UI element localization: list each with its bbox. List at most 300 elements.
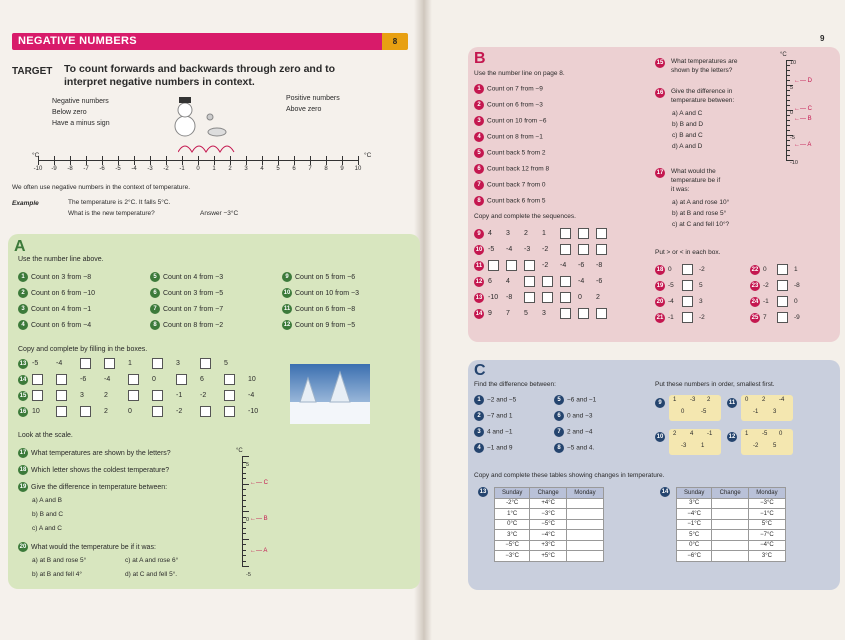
question-17 bbox=[18, 448, 171, 458]
chapter-banner bbox=[12, 33, 396, 50]
answer-box[interactable] bbox=[488, 260, 499, 271]
table-cell[interactable] bbox=[712, 551, 749, 562]
question-text: Count on 8 from −1 bbox=[487, 133, 543, 141]
answer-box[interactable] bbox=[542, 276, 553, 287]
sequence-value: 2 bbox=[104, 392, 108, 399]
sequence-value: -1 bbox=[176, 392, 183, 399]
question-number-badge: 6 bbox=[150, 288, 160, 298]
answer-box[interactable] bbox=[80, 406, 91, 417]
compare-answer-box[interactable] bbox=[682, 312, 693, 323]
answer-box[interactable] bbox=[200, 358, 211, 369]
table-cell: +4°C bbox=[530, 498, 567, 509]
question-number-badge: 2 bbox=[474, 100, 484, 110]
numberline-tick bbox=[150, 156, 151, 165]
sequence-value: -10 bbox=[248, 408, 259, 415]
sequence-value: 9 bbox=[488, 310, 492, 317]
scale-label: -5 bbox=[790, 135, 795, 141]
answer-box[interactable] bbox=[32, 390, 43, 401]
numberline-label: 3 bbox=[244, 166, 248, 172]
answer-box[interactable] bbox=[56, 374, 67, 385]
order-value: -3 bbox=[681, 443, 687, 449]
question-number-badge: 22 bbox=[751, 266, 759, 273]
order-number-badge: 11 bbox=[728, 400, 736, 406]
section-c-question bbox=[474, 395, 516, 405]
neg-word-2: Below zero bbox=[52, 109, 87, 116]
compare-answer-box[interactable] bbox=[682, 280, 693, 291]
sequence-value: 1 bbox=[542, 230, 546, 237]
compare-answer-box[interactable] bbox=[682, 296, 693, 307]
section-b-question bbox=[474, 148, 546, 158]
answer-box[interactable] bbox=[506, 260, 517, 271]
sequence-value: 3 bbox=[506, 230, 510, 237]
compare-row bbox=[750, 264, 798, 275]
answer-box[interactable] bbox=[104, 358, 115, 369]
sequence-value: -8 bbox=[506, 294, 513, 301]
compare-answer-box[interactable] bbox=[682, 264, 693, 275]
q17-part: b) at B and rose 5° bbox=[672, 210, 727, 217]
q20-part-b: b) at B and fell 4° bbox=[32, 571, 82, 578]
target-line-2: interpret negative numbers in context. bbox=[64, 76, 255, 88]
answer-box[interactable] bbox=[128, 390, 139, 401]
order-value: -2 bbox=[753, 443, 759, 449]
section-a-sequence-row bbox=[32, 358, 248, 369]
answer-box[interactable] bbox=[578, 308, 589, 319]
question-text: Count on 6 from −4 bbox=[31, 321, 92, 329]
question-number-badge: 11 bbox=[283, 306, 291, 312]
scale-tick bbox=[242, 500, 246, 501]
order-instruction: Put these numbers in order, smallest first. bbox=[655, 381, 775, 388]
q20-part-c: c) at A and rose 6° bbox=[125, 557, 179, 564]
scale-tick bbox=[242, 555, 246, 556]
question-number-badge: 6 bbox=[554, 411, 564, 421]
numberline-label: -10 bbox=[33, 166, 43, 172]
numberline-label: -6 bbox=[99, 166, 105, 172]
scale-tick bbox=[242, 506, 246, 507]
scale-tick bbox=[786, 95, 790, 96]
numberline-tick bbox=[326, 156, 327, 165]
question-text: Count on 6 from −8 bbox=[295, 305, 356, 313]
answer-box[interactable] bbox=[596, 228, 607, 239]
table-cell[interactable] bbox=[712, 498, 749, 509]
neg-word-1: Negative numbers bbox=[52, 98, 109, 105]
answer-box[interactable] bbox=[524, 260, 535, 271]
section-a-question bbox=[18, 272, 91, 282]
sequence-value: 3 bbox=[176, 360, 180, 367]
question-number-badge: 3 bbox=[474, 427, 484, 437]
numberline-label: -9 bbox=[51, 166, 57, 172]
q20-part-d: d) at C and fell 5°. bbox=[125, 571, 178, 578]
table-cell: −4°C bbox=[748, 540, 785, 551]
numberline-label: -7 bbox=[83, 166, 89, 172]
order-value: 3 bbox=[773, 409, 777, 415]
temperature-table-14 bbox=[676, 487, 786, 562]
question-19 bbox=[18, 482, 167, 492]
section-c-question bbox=[554, 443, 594, 453]
section-a-question bbox=[150, 320, 223, 330]
scale-label: 0 bbox=[790, 110, 794, 116]
answer-box[interactable] bbox=[578, 244, 589, 255]
table-cell[interactable] bbox=[566, 509, 603, 520]
q17-part: c) at C and fell 10°? bbox=[672, 221, 730, 228]
table-cell: +3°C bbox=[530, 540, 567, 551]
table-cell[interactable] bbox=[566, 551, 603, 562]
table-cell[interactable] bbox=[712, 509, 749, 520]
table-cell: 3°C bbox=[677, 498, 712, 509]
numberline-tick bbox=[310, 156, 311, 165]
answer-box[interactable] bbox=[542, 292, 553, 303]
answer-box[interactable] bbox=[128, 374, 139, 385]
question-text: −1 and 9 bbox=[487, 444, 513, 452]
sequence-value: 0 bbox=[578, 294, 582, 301]
scale-tick bbox=[786, 105, 790, 106]
chapter-title: NEGATIVE NUMBERS bbox=[18, 35, 137, 47]
section-b-sequence-row bbox=[488, 276, 614, 287]
section-b-question bbox=[474, 196, 546, 206]
q16-part: a) A and C bbox=[672, 110, 703, 117]
sequence-value: 2 bbox=[524, 230, 528, 237]
question-text: Count on 10 from −3 bbox=[295, 289, 360, 297]
sequence-value: 3 bbox=[542, 310, 546, 317]
numberline-unit-right: °C bbox=[364, 152, 372, 159]
table-cell: −5°C bbox=[530, 519, 567, 530]
order-number-card bbox=[669, 395, 721, 421]
sequence-number-badge: 13 bbox=[19, 361, 27, 367]
compare-value-b: -2 bbox=[699, 266, 705, 274]
section-b-sequence-row bbox=[488, 228, 614, 239]
question-number-badge: 1 bbox=[474, 395, 484, 405]
compare-value-a: 0 bbox=[668, 266, 672, 274]
question-number-badge: 16 bbox=[656, 90, 664, 96]
question-text: it was: bbox=[671, 186, 690, 193]
section-c-label: C bbox=[474, 362, 486, 379]
table-cell[interactable] bbox=[712, 540, 749, 551]
numberline-label: 1 bbox=[212, 166, 216, 172]
question-text: Count on 7 from −7 bbox=[163, 305, 224, 313]
table-cell: −5°C bbox=[495, 540, 530, 551]
compare-row bbox=[750, 312, 800, 323]
section-c-question bbox=[474, 427, 512, 437]
order-value: 4 bbox=[690, 431, 694, 437]
numberline-label: 5 bbox=[276, 166, 280, 172]
section-b-sequence-row bbox=[488, 244, 614, 255]
table-cell[interactable] bbox=[566, 519, 603, 530]
answer-box[interactable] bbox=[80, 358, 91, 369]
pos-word-1: Positive numbers bbox=[286, 95, 340, 102]
table-row bbox=[677, 530, 786, 541]
sequence-value: -4 bbox=[578, 278, 585, 285]
question-text: What would the temperature be if it was: bbox=[31, 543, 156, 551]
sequence-value: -5 bbox=[32, 360, 39, 367]
scale-letter-arrow: ←— B bbox=[794, 116, 812, 122]
sequence-value: 5 bbox=[224, 360, 228, 367]
answer-box[interactable] bbox=[596, 244, 607, 255]
answer-box[interactable] bbox=[224, 390, 235, 401]
table-cell: −4°C bbox=[677, 509, 712, 520]
question-text: −6 and −1 bbox=[567, 396, 597, 404]
question-number-badge: 18 bbox=[19, 467, 27, 473]
sequence-value: -2 bbox=[200, 392, 207, 399]
answer-box[interactable] bbox=[56, 406, 67, 417]
question-number-badge: 20 bbox=[19, 544, 27, 550]
numberline-tick bbox=[198, 156, 199, 165]
question-text: Count back 6 from 5 bbox=[487, 197, 546, 205]
sequence-value: -2 bbox=[542, 262, 549, 269]
question-text: Count on 6 from −3 bbox=[487, 101, 543, 109]
numberline-tick bbox=[358, 156, 359, 165]
pos-word-2: Above zero bbox=[286, 106, 322, 113]
numberline-tick bbox=[118, 156, 119, 165]
order-value: 1 bbox=[701, 443, 705, 449]
table-instruction: Copy and complete these tables showing changes in temperature. bbox=[474, 472, 665, 479]
answer-box[interactable] bbox=[524, 276, 535, 287]
scale-letter-arrow: ←— B bbox=[250, 516, 268, 522]
compare-row bbox=[750, 296, 798, 307]
section-a-question bbox=[150, 288, 223, 298]
sequence-value: 7 bbox=[506, 310, 510, 317]
scale-unit: °C bbox=[780, 52, 787, 58]
section-a-intro: Use the number line above. bbox=[18, 256, 104, 263]
table-cell[interactable] bbox=[712, 519, 749, 530]
question-text: Give the difference in temperature between: bbox=[31, 483, 168, 491]
sequence-value: -6 bbox=[80, 376, 87, 383]
answer-box[interactable] bbox=[578, 228, 589, 239]
scale-tick bbox=[242, 533, 246, 534]
scale-tick bbox=[786, 120, 790, 121]
question-text: Count on 5 from −6 bbox=[295, 273, 356, 281]
question-number-badge: 2 bbox=[18, 288, 28, 298]
table-header: Monday bbox=[748, 488, 785, 499]
question-text: 4 and −1 bbox=[487, 428, 513, 436]
question-text: −2 and −5 bbox=[487, 396, 517, 404]
order-number-card bbox=[669, 429, 721, 455]
thermometer-scale-a bbox=[236, 448, 286, 578]
table-cell: −1°C bbox=[677, 519, 712, 530]
section-a-question bbox=[282, 304, 355, 314]
answer-box[interactable] bbox=[524, 292, 535, 303]
section-b-question bbox=[474, 132, 543, 142]
numberline-tick bbox=[182, 156, 183, 165]
section-b-question bbox=[474, 164, 549, 174]
answer-box[interactable] bbox=[56, 390, 67, 401]
numberline-label: -3 bbox=[147, 166, 153, 172]
section-a-question bbox=[18, 288, 95, 298]
answer-box[interactable] bbox=[560, 276, 571, 287]
question-number-badge: 18 bbox=[656, 266, 664, 273]
compare-value-a: -1 bbox=[763, 298, 769, 306]
table-cell: −3°C bbox=[748, 498, 785, 509]
sequence-value: -5 bbox=[488, 246, 495, 253]
question-text: Count back 12 from 8 bbox=[487, 165, 550, 173]
scale-letter-arrow: ←— A bbox=[250, 548, 268, 554]
numberline-tick bbox=[70, 156, 71, 165]
answer-box[interactable] bbox=[596, 308, 607, 319]
sequence-number-badge: 16 bbox=[19, 409, 27, 415]
sequence-value: -4 bbox=[506, 246, 513, 253]
question-number-badge: 12 bbox=[283, 322, 291, 328]
answer-box[interactable] bbox=[560, 244, 571, 255]
numberline-unit-left: °C bbox=[32, 152, 40, 159]
numberline-label: 0 bbox=[196, 166, 200, 172]
order-value: -1 bbox=[707, 431, 713, 437]
sequence-value: 4 bbox=[506, 278, 510, 285]
table-number-badge: 13 bbox=[479, 489, 487, 495]
question-number-badge: 8 bbox=[474, 196, 484, 206]
neg-word-3: Have a minus sign bbox=[52, 120, 110, 127]
compare-value-b: 3 bbox=[699, 298, 703, 306]
compare-row bbox=[750, 280, 800, 291]
numberline-label: 6 bbox=[292, 166, 296, 172]
numberline-tick bbox=[214, 156, 215, 165]
numberline-label: -2 bbox=[163, 166, 169, 172]
order-number-card bbox=[741, 395, 793, 421]
table-number-badge: 14 bbox=[661, 489, 669, 495]
scale-tick bbox=[786, 130, 790, 131]
question-number-badge: 24 bbox=[751, 298, 759, 305]
sequence-value: 2 bbox=[596, 294, 600, 301]
answer-box[interactable] bbox=[152, 390, 163, 401]
question-number-badge: 3 bbox=[18, 304, 28, 314]
order-value: 2 bbox=[707, 397, 711, 403]
question-text: What would the bbox=[671, 168, 716, 175]
compare-value-b: 0 bbox=[794, 298, 798, 306]
target-label: TARGET bbox=[12, 66, 53, 77]
scale-text: Look at the scale. bbox=[18, 432, 73, 439]
question-number-badge: 21 bbox=[656, 314, 664, 321]
table-cell: +5°C bbox=[530, 551, 567, 562]
sequence-value: 0 bbox=[152, 376, 156, 383]
answer-box[interactable] bbox=[224, 374, 235, 385]
sequence-value: -4 bbox=[560, 262, 567, 269]
table-row bbox=[495, 498, 604, 509]
scale-tick bbox=[242, 495, 246, 496]
question-number-badge: 7 bbox=[554, 427, 564, 437]
answer-box[interactable] bbox=[152, 406, 163, 417]
compare-answer-box[interactable] bbox=[777, 296, 788, 307]
table-cell: −3°C bbox=[495, 551, 530, 562]
table-cell: −4°C bbox=[530, 530, 567, 541]
numberline-tick bbox=[166, 156, 167, 165]
q19-part-a: a) A and B bbox=[32, 497, 62, 504]
table-row bbox=[495, 540, 604, 551]
compare-row bbox=[655, 280, 703, 291]
question-text: −7 and 1 bbox=[487, 412, 513, 420]
numberline-label: 8 bbox=[324, 166, 328, 172]
table-row bbox=[495, 530, 604, 541]
table-cell: 0°C bbox=[677, 540, 712, 551]
section-a-sequence-row bbox=[32, 406, 272, 417]
question-number-badge: 6 bbox=[474, 164, 484, 174]
scale-label: 5 bbox=[790, 85, 794, 91]
sequence-value: -4 bbox=[104, 376, 111, 383]
answer-box[interactable] bbox=[224, 406, 235, 417]
table-cell[interactable] bbox=[712, 530, 749, 541]
compare-value-a: -2 bbox=[763, 282, 769, 290]
table-row bbox=[677, 551, 786, 562]
section-b-sequence-row bbox=[488, 292, 614, 303]
numberline-tick bbox=[102, 156, 103, 165]
compare-value-a: -1 bbox=[668, 314, 674, 322]
question-number-badge: 9 bbox=[282, 272, 292, 282]
answer-box[interactable] bbox=[32, 374, 43, 385]
question-number-badge: 2 bbox=[474, 411, 484, 421]
table-cell[interactable] bbox=[566, 498, 603, 509]
sequence-value: 6 bbox=[488, 278, 492, 285]
table-cell[interactable] bbox=[566, 530, 603, 541]
compare-value-a: -4 bbox=[668, 298, 674, 306]
sequence-value: 2 bbox=[104, 408, 108, 415]
table-cell[interactable] bbox=[566, 540, 603, 551]
answer-box[interactable] bbox=[152, 358, 163, 369]
compare-answer-box[interactable] bbox=[777, 280, 788, 291]
question-number-badge: 4 bbox=[18, 320, 28, 330]
table-cell: −7°C bbox=[748, 530, 785, 541]
page-number-left: 8 bbox=[382, 33, 408, 50]
compare-value-a: 0 bbox=[763, 266, 767, 274]
thermometer-scale-b bbox=[780, 52, 830, 166]
section-b-intro: Use the number line on page 8. bbox=[474, 70, 565, 77]
question-number-badge: 7 bbox=[150, 304, 160, 314]
question-text: What temperatures are shown by the letters? bbox=[31, 449, 171, 457]
sequence-number-badge: 12 bbox=[475, 279, 483, 285]
numberline-tick bbox=[86, 156, 87, 165]
answer-box[interactable] bbox=[560, 308, 571, 319]
scale-tick bbox=[242, 456, 249, 457]
table-row bbox=[495, 509, 604, 520]
question-text: Count on 6 from −10 bbox=[31, 289, 96, 297]
numberline-tick bbox=[230, 156, 231, 165]
section-c-question bbox=[554, 427, 592, 437]
sequence-value: -2 bbox=[176, 408, 183, 415]
q20-part-a: a) at B and rose 5° bbox=[32, 557, 87, 564]
page-number-right: 9 bbox=[820, 34, 825, 43]
question-number-badge: 20 bbox=[656, 298, 664, 305]
section-b-label: B bbox=[474, 50, 486, 67]
scale-tick bbox=[242, 528, 246, 529]
scale-tick bbox=[242, 561, 246, 562]
order-value: 5 bbox=[773, 443, 777, 449]
compare-answer-box[interactable] bbox=[777, 312, 788, 323]
question-number-badge: 19 bbox=[19, 484, 27, 490]
question-number-badge: 5 bbox=[554, 395, 564, 405]
scale-tick bbox=[786, 145, 790, 146]
order-value: 2 bbox=[673, 431, 677, 437]
section-b-question bbox=[474, 180, 546, 190]
sequence-number-badge: 9 bbox=[474, 229, 484, 239]
answer-box[interactable] bbox=[200, 406, 211, 417]
question-number-badge: 5 bbox=[150, 272, 160, 282]
answer-box[interactable] bbox=[560, 292, 571, 303]
order-value: -4 bbox=[779, 397, 785, 403]
question-text: Give the difference in bbox=[671, 88, 733, 95]
sequence-value: 4 bbox=[488, 230, 492, 237]
sequence-value: 6 bbox=[200, 376, 204, 383]
scale-letter-arrow: ←— C bbox=[794, 106, 812, 112]
order-value: 2 bbox=[762, 397, 766, 403]
question-b16 bbox=[655, 88, 735, 104]
compare-value-a: -5 bbox=[668, 282, 674, 290]
section-a-question bbox=[282, 272, 355, 282]
table-row bbox=[677, 519, 786, 530]
order-value: -5 bbox=[762, 431, 768, 437]
numberline-label: 4 bbox=[260, 166, 264, 172]
table-cell: 5°C bbox=[677, 530, 712, 541]
sequence-number-badge: 13 bbox=[475, 295, 483, 301]
compare-answer-box[interactable] bbox=[777, 264, 788, 275]
answer-box[interactable] bbox=[176, 374, 187, 385]
example-label: Example bbox=[12, 200, 39, 207]
answer-box[interactable] bbox=[560, 228, 571, 239]
question-text: Count back 5 from 2 bbox=[487, 149, 546, 157]
